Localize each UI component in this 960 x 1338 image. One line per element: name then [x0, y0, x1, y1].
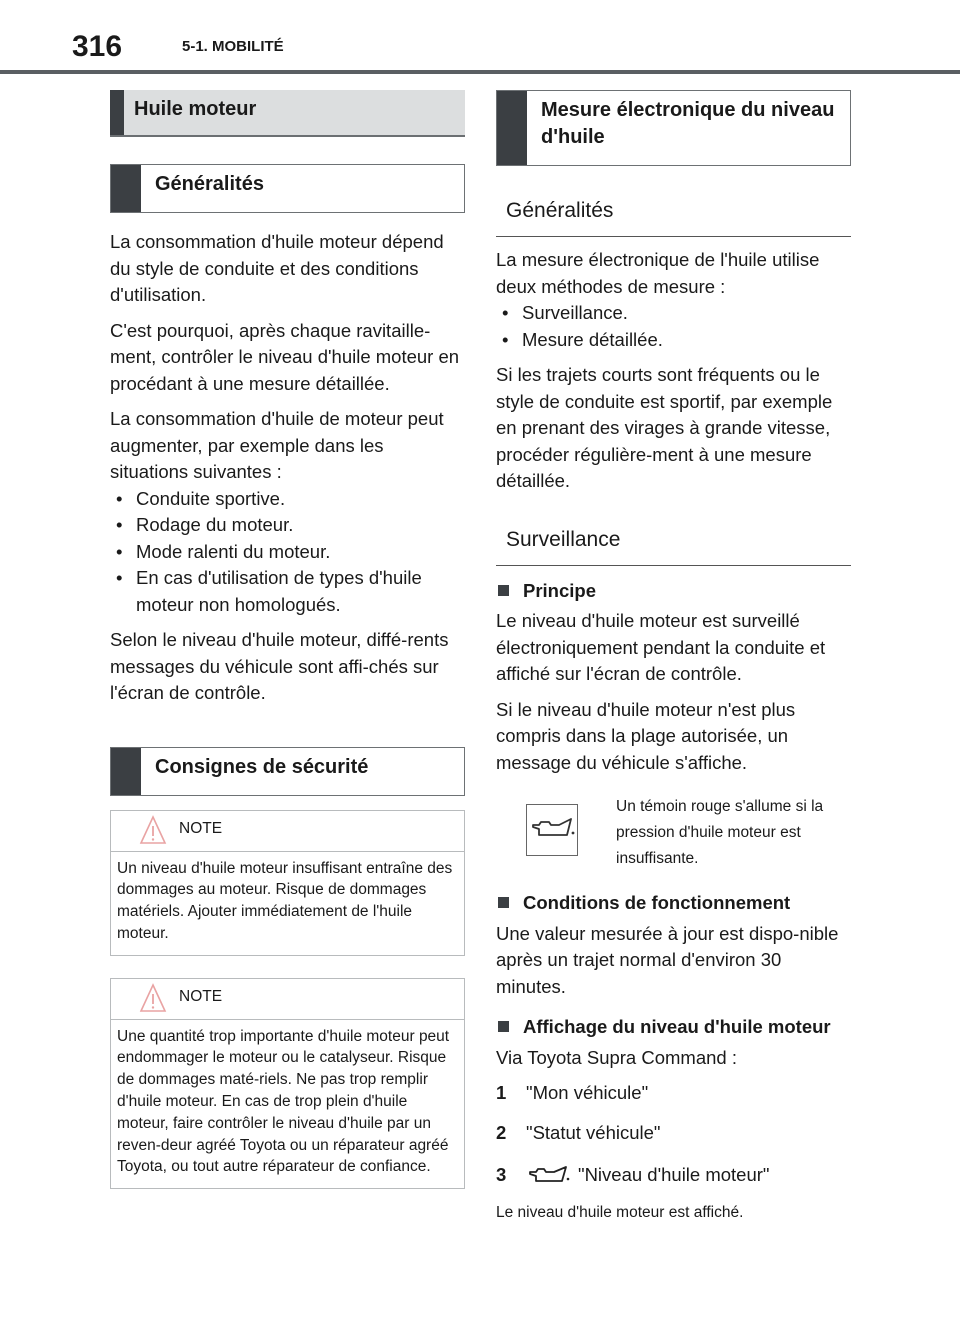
note-label: NOTE	[179, 987, 223, 1005]
generalites-body	[496, 247, 851, 495]
block-heading-affichage	[496, 1014, 851, 1041]
list-item: • Surveillance.	[496, 300, 851, 327]
oil-can-icon	[526, 1162, 576, 1186]
note-text: Un niveau d'huile moteur insuffisant entraîne des dommages au moteur. Risque de dommages matériels. Ajouter immédiatement de l'huile moteur.	[117, 859, 453, 942]
oil-can-icon	[527, 805, 577, 855]
indicator-row	[526, 794, 851, 872]
heading-bar	[111, 748, 141, 795]
list-item: • Conduite sportive.	[110, 486, 465, 513]
paragraph: La consommation d'huile de moteur peut augmenter, par exemple dans les situations suivantes :	[110, 408, 444, 482]
step-number: 3	[496, 1164, 507, 1185]
warning-triangle-icon	[139, 815, 167, 845]
chapter-heading-text: Mesure électronique du niveau d'huile	[541, 99, 835, 148]
bullet-list	[496, 300, 851, 353]
square-bullet-icon	[498, 897, 509, 908]
indicator-box	[526, 804, 578, 856]
note-text: Une quantité trop importante d'huile moteur peut endommager le moteur ou le catalyseur. Risque de dommages maté-riels. Ne pas trop remplir d'huile moteur. En cas de trop plein d'huile moteur, faire contrôler le niveau d'huile par un reven-deur agréé Toyota ou un réparateur agréé Toyota, ou tout autre réparateur de confiance.	[117, 1027, 450, 1176]
chapter-heading-mesure	[496, 90, 851, 166]
page-number: 316	[72, 30, 123, 63]
step-number: 2	[496, 1121, 507, 1143]
section-heading-text: Consignes de sécurité	[155, 755, 369, 778]
warning-triangle-icon	[139, 983, 167, 1013]
note-label: NOTE	[179, 819, 223, 837]
paragraph: La consommation d'huile moteur dépend du style de conduite et des conditions d'utilisation.	[110, 231, 444, 305]
step-text: "Statut véhicule"	[526, 1121, 661, 1143]
note-box	[110, 810, 465, 956]
paragraph: Si le niveau d'huile moteur n'est plus compris dans la plage autorisée, un message du véhicule s'affiche.	[496, 698, 796, 773]
chapter-heading-huile-moteur	[110, 90, 465, 137]
paragraph: La mesure électronique de l'huile utilise deux méthodes de mesure :	[496, 249, 820, 297]
step-item	[496, 1080, 851, 1107]
result-text: Le niveau d'huile moteur est affiché.	[496, 1203, 744, 1221]
paragraph: Si les trajets courts sont fréquents ou le style de conduite est sportif, par exemple en prenant des virages à grande vitesse, procéder régulière-ment à une mesure détaillée.	[496, 364, 833, 491]
block-heading-text: Conditions de fonctionnement	[523, 892, 791, 913]
generalites-body	[110, 229, 465, 707]
step-text: "Niveau d'huile moteur"	[578, 1164, 770, 1185]
list-item: • En cas d'utilisation de types d'huile moteur non homologués.	[110, 565, 465, 618]
block-heading-conditions	[496, 890, 851, 917]
subheading-surveillance: Surveillance	[496, 519, 851, 566]
list-item: • Mode ralenti du moteur.	[110, 539, 465, 566]
section-heading-generalites	[110, 164, 465, 213]
note-header	[111, 979, 464, 1020]
heading-bar	[111, 165, 141, 212]
section-title: 5-1. MOBILITÉ	[182, 38, 284, 55]
step-number: 1	[496, 1082, 507, 1103]
square-bullet-icon	[498, 585, 509, 596]
section-heading-text: Généralités	[155, 173, 264, 195]
indicator-description: Un témoin rouge s'allume si la pression d'huile moteur est insuffisante.	[616, 798, 824, 867]
step-item	[496, 1120, 851, 1147]
paragraph: Une valeur mesurée à jour est dispo-nible après un trajet normal d'environ 30 minutes.	[496, 922, 839, 997]
chapter-heading-text: Huile moteur	[134, 98, 257, 120]
step-item	[496, 1162, 851, 1189]
right-column	[496, 90, 851, 1233]
square-bullet-icon	[498, 1021, 509, 1032]
list-item: • Rodage du moteur.	[110, 512, 465, 539]
section-heading-consignes	[110, 747, 465, 796]
header-rule	[0, 70, 960, 74]
left-column	[110, 90, 465, 1189]
block-heading-text: Principe	[523, 579, 596, 601]
heading-bar	[110, 90, 124, 135]
paragraph: C'est pourquoi, après chaque ravitaille-ment, contrôler le niveau d'huile moteur en procédant à une mesure détaillée.	[110, 319, 460, 394]
paragraph: Le niveau d'huile moteur est surveillé électroniquement pendant la conduite et affiché sur l'écran de contrôle.	[496, 610, 826, 684]
heading-bar	[497, 91, 527, 165]
bullet-list	[110, 486, 465, 619]
note-header	[111, 811, 464, 852]
list-item: • Mesure détaillée.	[496, 327, 851, 354]
subheading-generalites: Généralités	[496, 190, 851, 237]
step-text: "Mon véhicule"	[526, 1082, 649, 1103]
surveillance-body	[496, 578, 851, 1224]
note-box	[110, 978, 465, 1190]
block-heading-text: Affichage du niveau d'huile moteur	[523, 1016, 831, 1037]
paragraph: Selon le niveau d'huile moteur, diffé-rents messages du véhicule sont affi-chés sur l'écran de contrôle.	[110, 629, 449, 703]
paragraph: Via Toyota Supra Command :	[496, 1046, 737, 1068]
block-heading-principe	[496, 578, 851, 605]
